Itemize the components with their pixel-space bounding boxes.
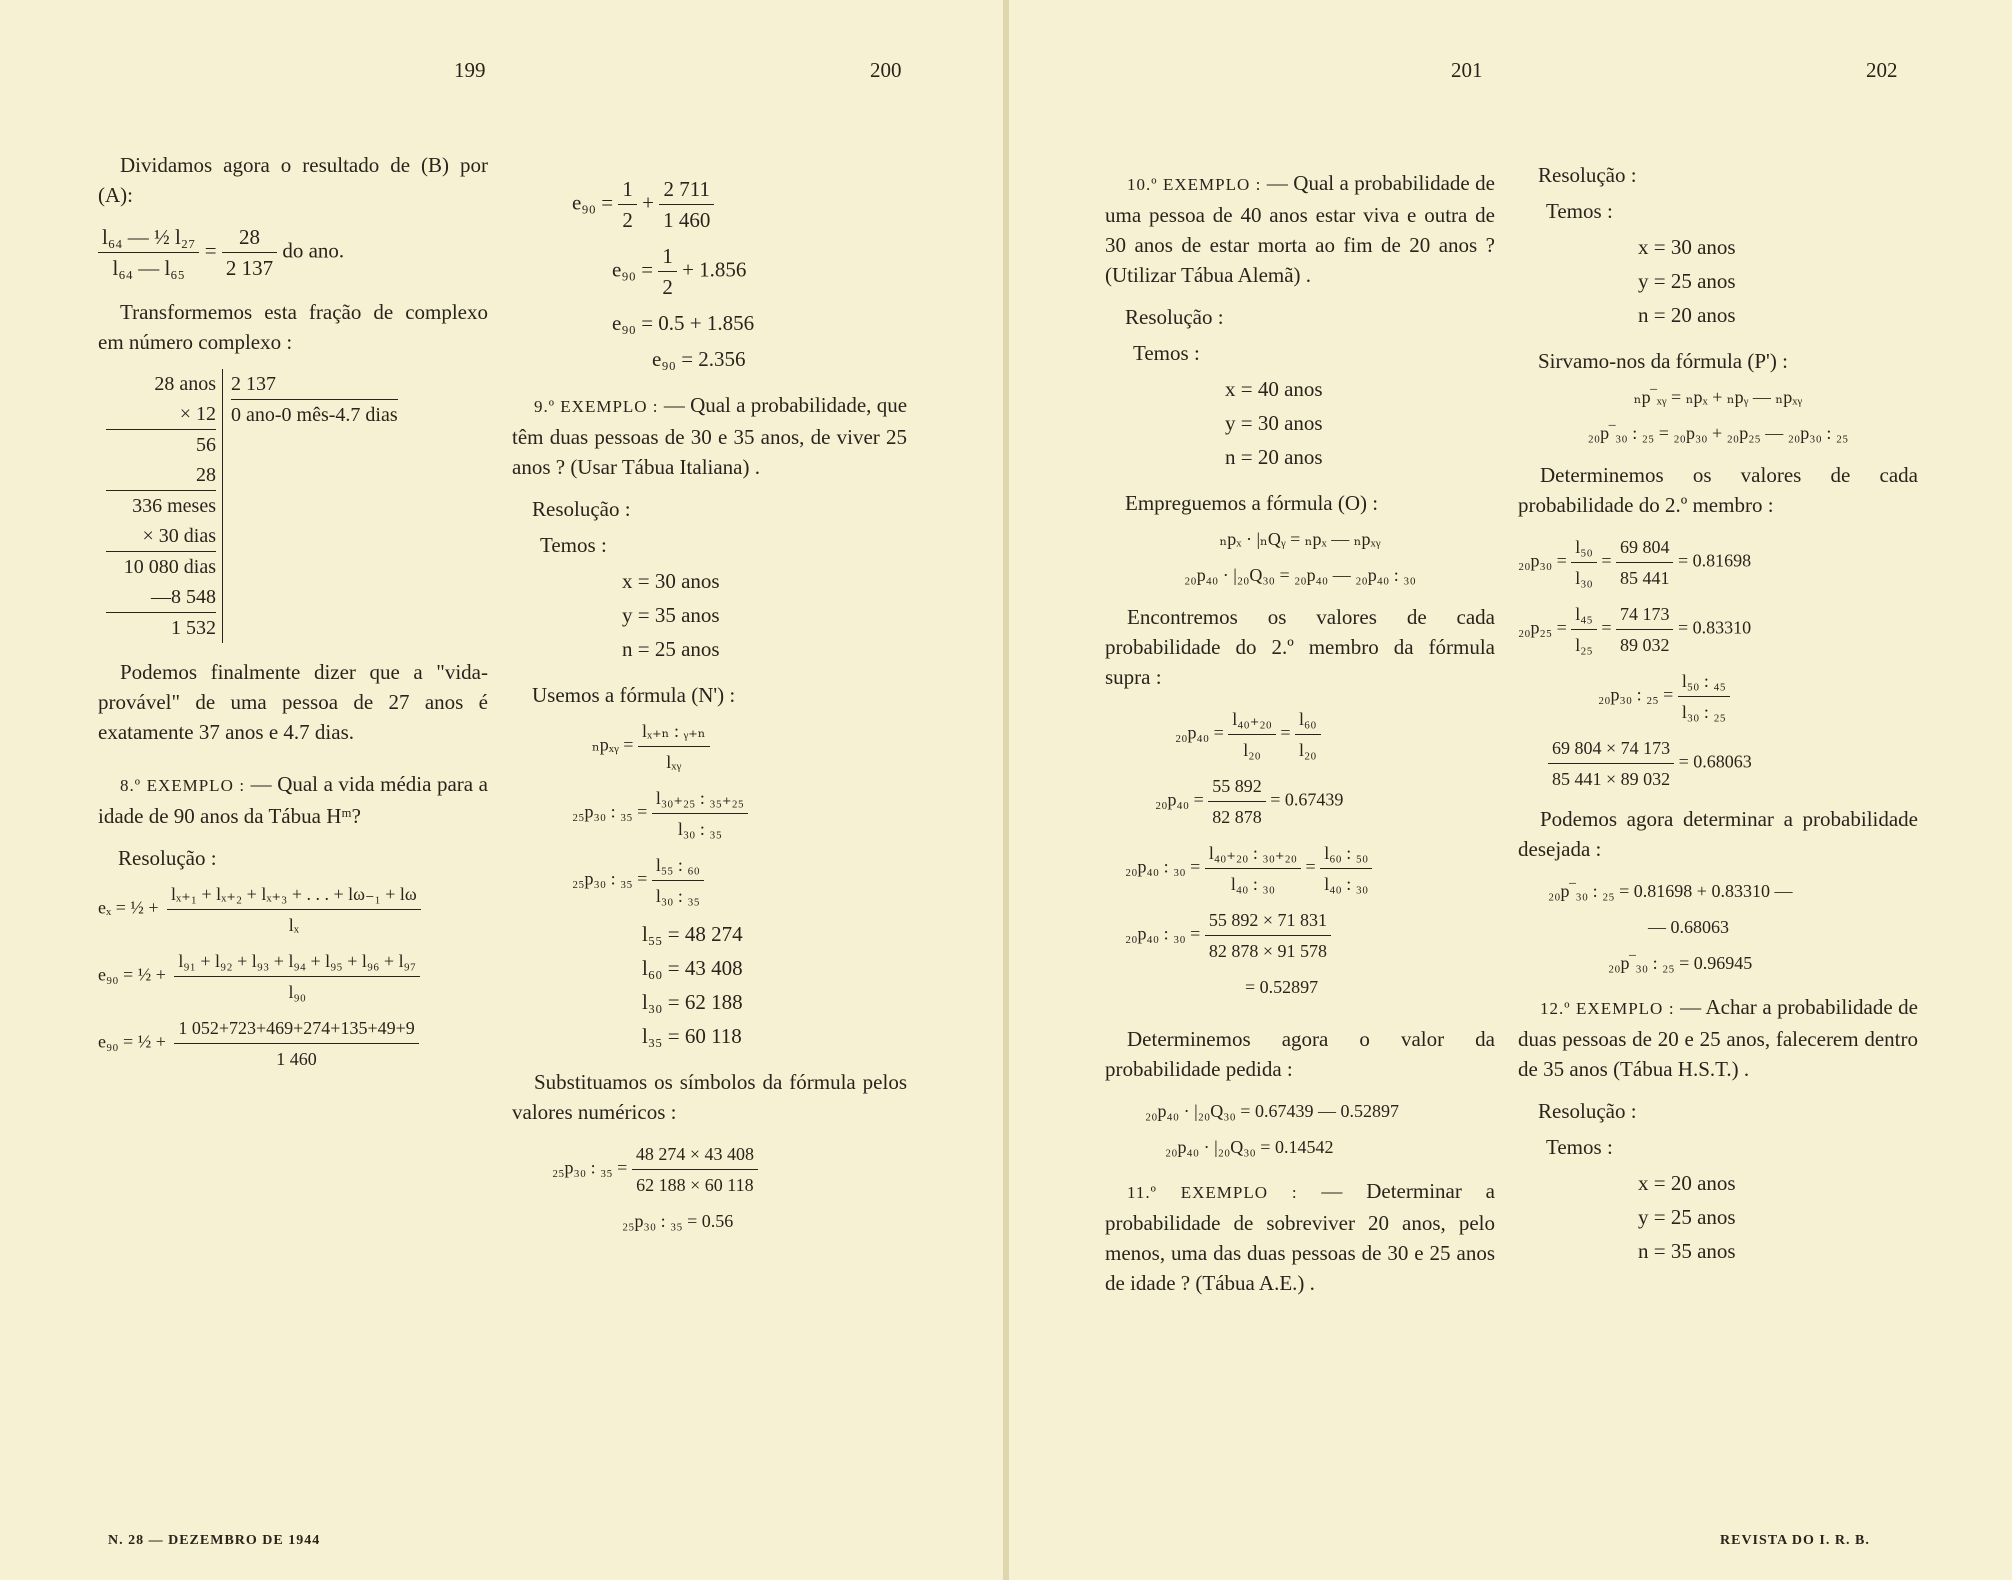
formula-lhs: ₂₀p₄₀ = [1175,722,1224,743]
example-label: 9.º EXEMPLO : [534,397,659,416]
variable-list [1638,230,1918,332]
paragraph: Determinemos agora o valor da probabilidade pedida : [1105,1027,1495,1081]
fraction-denominator: l₄₀ : ₃₀ [1324,874,1369,894]
fraction-denominator: 2 137 [225,256,274,280]
formula-line [592,716,907,777]
division-row: × 30 dias [142,525,216,547]
paragraph: Determinemos os valores de cada probabilidade do 2.º membro : [1518,463,1918,517]
formula-line: ₙp‾ₓᵧ = ₙpₓ + ₙpᵧ — ₙpₓᵧ [1633,387,1803,407]
fraction [1616,599,1674,660]
fraction-denominator: lₓᵧ [666,752,682,772]
formula-intro: Usemos a fórmula (N') : [532,683,736,707]
fraction-denominator: 2 [662,275,673,299]
fraction [659,174,714,235]
fraction [1571,599,1597,660]
column-page-201 [1105,168,1495,1310]
fraction [1548,733,1674,794]
fraction [167,879,421,940]
fraction-numerator: 69 804 × 74 173 [1548,733,1674,764]
fraction-denominator: 85 441 [1619,568,1670,588]
value-line: l₃₅ = 60 118 [642,1024,742,1048]
division-row: 56 [106,429,216,460]
temos-label: Temos : [1546,199,1613,223]
temos-label: Temos : [1546,1135,1613,1159]
paragraph: Podemos agora determinar a probabilidade desejada : [1518,807,1918,861]
formula-lhs: eₓ = ½ + [98,897,159,918]
example-label: 11.º EXEMPLO : [1127,1183,1298,1202]
fraction-denominator: 82 878 × 91 578 [1208,941,1327,961]
fraction-denominator: 62 188 × 60 118 [636,1175,754,1195]
division-work [106,369,223,643]
formula-block: $\frac{\text{l₆₄ — ½ l₂₇}}{\text{l₆₄ — l₆₅}}$ = $\frac{28}{2 137}$ do ano. [98,222,488,283]
fraction [618,174,637,235]
division-table [106,369,488,643]
temos-label: Temos : [540,533,607,557]
formula-line [98,879,488,940]
formula-result: = 0.83310 [1677,617,1752,638]
formula-rest: + 1.856 [682,257,747,282]
footer-right: REVISTA DO I. R. B. [1720,1533,1870,1548]
formula-line: ₂₀p₄₀ · |₂₀Q₃₀ = 0.67439 — 0.52897 [1145,1101,1399,1121]
formula-result: = 0.52897 [1245,977,1319,997]
formula-intro: Sirvamo-nos da fórmula (P') : [1538,349,1788,373]
fraction [658,241,677,302]
fraction-numerator: l₆₄ — ½ l₂₇ [98,222,199,253]
formula-lhs: ₂₀p₂₅ = [1518,617,1567,638]
variable-list [1225,372,1495,474]
fraction [98,222,199,283]
formula-lhs: ₙpₓᵧ = [592,734,634,755]
fraction-denominator: l₃₀ : ₃₅ [677,819,722,839]
formula-result: = 0.68063 [1678,751,1752,772]
variable-line: n = 25 anos [622,637,720,661]
fraction-denominator: l₂₀ [1299,740,1317,760]
resolution-label: Resolução : [1125,305,1224,329]
fraction-numerator: l₃₀₊₂₅ : ₃₅₊₂₅ [652,783,748,814]
fraction [632,1139,758,1200]
resolution-label: Resolução : [1538,163,1637,187]
fraction-numerator: l₅₀ [1571,532,1597,563]
example-heading [98,769,488,831]
formula-line: e₉₀ = $\frac{1}{2}$ + $\frac{2 711}{1 460}$ [572,174,907,235]
formula-line [1548,733,1918,794]
fraction-numerator: 69 804 [1616,532,1674,563]
formula-result: = 0.81698 [1677,550,1752,571]
paragraph: Transformemos esta fração de complexo em número complexo : [98,300,488,354]
formula-lhs: ₂₀p₄₀ : ₃₀ = [1125,923,1201,944]
fraction-numerator: 1 [658,241,677,272]
variable-line: n = 20 anos [1638,303,1736,327]
fraction [652,783,748,844]
division-row: × 12 [179,403,216,425]
value-list [642,917,907,1053]
division-row: 10 080 dias [106,551,216,582]
formula-intro: Empreguemos a fórmula (O) : [1125,491,1379,515]
example-text: — Qual a vida média para a idade de 90 anos da Tábua Hᵐ? [98,772,488,828]
example-heading [1105,1176,1495,1298]
formula-line [572,783,907,844]
fraction-denominator: 89 032 [1619,635,1670,655]
page-number-199: 199 [454,58,486,82]
formula-line: ₙpₓ · |ₙQᵧ = ₙpₓ — ₙpₓᵧ [1219,529,1381,549]
resolution-label: Resolução : [532,497,631,521]
fraction [174,946,420,1007]
fraction [1678,666,1730,727]
fraction-denominator: l₂₅ [1575,635,1593,655]
formula-line: e₉₀ = 2.356 [652,347,746,371]
resolution-label: Resolução : [1538,1099,1637,1123]
formula-line [1155,771,1495,832]
variable-list [1638,1166,1918,1268]
paragraph: Encontremos os valores de cada probabilidade do 2.º membro da fórmula supra : [1105,605,1495,689]
fraction-denominator: 1 460 [276,1049,317,1069]
division-quotient: 0 ano-0 mês-4.7 dias [231,404,398,426]
fraction [638,716,710,777]
fraction [1320,838,1372,899]
paragraph: Podemos finalmente dizer que a "vida-provável" de uma pessoa de 27 anos é exatamente 37 anos e 4.7 dias. [98,660,488,744]
example-heading [1105,168,1495,290]
formula-line [1598,666,1918,727]
variable-line: y = 30 anos [1225,411,1323,435]
formula-line [1548,876,1918,906]
example-label: 10.º EXEMPLO : [1127,175,1262,194]
formula-lhs: ₂₀p‾₃₀ : ₂₅ [1548,881,1615,901]
division-row: 336 meses [106,490,216,521]
division-result [223,369,398,643]
value-line: l₃₀ = 62 188 [642,990,743,1014]
fraction-numerator: l₆₀ [1295,704,1321,735]
formula-lhs: ₂₀p₃₀ = [1518,550,1567,571]
fraction [1295,704,1321,765]
formula-line: ₂₀p₄₀ = $\frac{\text{l₄₀₊₂₀}}{\text{l₂₀}}$ = $\frac{\text{l₆₀}}{\text{l₂₀}}$ [1175,704,1495,765]
variable-line: x = 30 anos [1638,235,1736,259]
formula-line [1125,905,1495,966]
fraction-numerator: l₅₅ : ₆₀ [652,850,704,881]
formula-lhs: e₉₀ = [572,190,614,215]
example-heading [512,390,907,482]
formula-lhs: ₂₅p₃₀ : ₃₅ = [572,868,648,889]
variable-line: n = 20 anos [1225,445,1323,469]
fraction-numerator: l₆₀ : ₅₀ [1320,838,1372,869]
fraction-denominator: l₄₀ : ₃₀ [1230,874,1275,894]
fraction-numerator: 28 [222,222,277,253]
fraction-denominator: l₆₄ — l₆₅ [112,256,185,280]
formula-lhs: ₂₀p₄₀ = [1155,789,1204,810]
variable-line: x = 20 anos [1638,1171,1736,1195]
fraction [174,1013,418,1074]
formula-suffix: do ano. [282,238,345,263]
division-divisor: 2 137 [231,369,398,400]
fraction [1616,532,1674,593]
division-row: —8 548 [151,586,216,608]
fraction-numerator: l₅₀ : ₄₅ [1678,666,1730,697]
formula-line: ₂₀p₄₀ · |₂₀Q₃₀ = ₂₀p₄₀ — ₂₀p₄₀ : ₃₀ [1184,565,1416,585]
fraction-numerator: 2 711 [659,174,714,205]
fraction-numerator: 1 [618,174,637,205]
formula-lhs: e₉₀ = ½ + [98,964,166,985]
formula-line [612,241,907,302]
fraction-numerator: l₉₁ + l₉₂ + l₉₃ + l₉₄ + l₉₅ + l₉₆ + l₉₇ [174,946,420,977]
fraction-denominator: 1 460 [663,208,711,232]
variable-line: y = 35 anos [622,603,720,627]
fraction-denominator: 82 878 [1212,807,1262,827]
fraction-numerator: l₄₀₊₂₀ [1228,704,1276,735]
formula-line [572,850,907,911]
column-page-200 [512,168,907,1242]
page-number-201: 201 [1451,58,1483,82]
fraction-denominator: l₃₀ : ₃₅ [655,886,700,906]
fraction-numerator: 1 052+723+469+274+135+49+9 [174,1013,418,1044]
formula-lhs: ₂₅p₃₀ : ₃₅ = [552,1157,628,1178]
formula-lhs: ₂₅p₃₀ : ₃₅ = [572,801,648,822]
formula-lhs: e₉₀ = [612,257,654,282]
column-page-202 [1518,160,1918,1282]
formula-lhs: ₂₀p₄₀ : ₃₀ = [1125,856,1201,877]
variable-line: y = 25 anos [1638,1205,1736,1229]
example-label: 8.º EXEMPLO : [120,776,246,795]
example-text: — Achar a probabilidade de duas pessoas de 20 e 25 anos, falecerem dentro de 35 anos (Tábua H.S.T.) . [1518,995,1918,1081]
fraction-numerator: 48 274 × 43 408 [632,1139,758,1170]
formula-line: ₂₅p₃₀ : ₃₅ = 0.56 [622,1211,734,1231]
division-row: 1 532 [106,612,216,643]
formula-lhs: ₂₀p₃₀ : ₂₅ = [1598,684,1674,705]
fraction-numerator: l₄₀₊₂₀ : ₃₀₊₂₀ [1205,838,1301,869]
paragraph: Dividamos agora o resultado de (B) por (A): [98,153,488,207]
variable-list [622,564,907,666]
fraction-denominator: 85 441 × 89 032 [1552,769,1671,789]
formula-line: ₂₀p₄₀ · |₂₀Q₃₀ = 0.14542 [1165,1137,1334,1157]
fraction-numerator: lₓ₊₁ + lₓ₊₂ + lₓ₊₃ + . . . + lω₋₁ + lω [167,879,421,910]
example-text: — Determinar a probabilidade de sobreviver 20 anos, pelo menos, uma das duas pessoas de 30 e 25 anos de idade ? (Tábua A.E.) . [1105,1179,1496,1295]
variable-line: x = 30 anos [622,569,720,593]
formula-line: ₂₀p₂₅ = $\frac{\text{l₄₅}}{\text{l₂₅}}$ = $\frac{74 173}{89 032}$ = 0.83310 [1518,599,1918,660]
fraction [1228,704,1276,765]
fraction-numerator: l₄₅ [1571,599,1597,630]
fraction-numerator: 55 892 × 71 831 [1205,905,1331,936]
value-line: l₆₀ = 43 408 [642,956,743,980]
formula-line: ₂₀p‾₃₀ : ₂₅ = ₂₀p₃₀ + ₂₀p₂₅ — ₂₀p₃₀ : ₂₅ [1587,423,1849,443]
division-row: 28 anos [154,373,216,395]
footer-left: N. 28 — DEZEMBRO DE 1944 [108,1533,321,1548]
temos-label: Temos : [1133,341,1200,365]
fraction [1571,532,1597,593]
fraction-denominator: l₃₀ [1575,568,1593,588]
example-label: 12.º EXEMPLO : [1540,999,1675,1018]
formula-line: ₂₀p₄₀ : ₃₀ = $\frac{\text{l₄₀₊₂₀ : ₃₀₊₂₀}}{\text{l₄₀ : ₃₀}}$ = $\frac{\text{l₆₀ : ₅₀}}{\text{l₄₀ : ₃₀}}$ [1125,838,1495,899]
formula-line [98,946,488,1007]
example-text: — Qual a probabilidade de uma pessoa de 40 anos estar viva e outra de 30 anos de estar morta ao fim de 20 anos ? (Utilizar Tábua Alemã) . [1105,171,1496,287]
paragraph: Substituamos os símbolos da fórmula pelos valores numéricos : [512,1070,907,1124]
fraction [1205,838,1301,899]
resolution-label: Resolução : [118,846,217,870]
fraction [1205,905,1331,966]
fraction [1208,771,1266,832]
formula-line: ₂₀p₃₀ = $\frac{\text{l₅₀}}{\text{l₃₀}}$ = $\frac{69 804}{85 441}$ = 0.81698 [1518,532,1918,593]
fraction [652,850,704,911]
division-row: 28 [196,464,216,486]
formula-line: e₉₀ = 0.5 + 1.856 [612,311,755,335]
fraction-denominator: 2 [622,208,633,232]
formula-line [98,1013,488,1074]
fraction-denominator: lₓ [288,915,299,935]
variable-line: x = 40 anos [1225,377,1323,401]
value-line: l₅₅ = 48 274 [642,922,743,946]
formula-lhs: e₉₀ = ½ + [98,1031,166,1052]
formula-line: ₂₀p‾₃₀ : ₂₅ = 0.96945 [1608,953,1753,973]
fraction [222,222,277,283]
page-number-200: 200 [870,58,902,82]
formula-result: = 0.67439 [1270,789,1344,810]
formula-rhs: = 0.81698 + 0.83310 — [1619,881,1793,901]
variable-line: n = 35 anos [1638,1239,1736,1263]
formula-line: — 0.68063 [1648,917,1729,937]
fraction-denominator: l₃₀ : ₂₅ [1681,702,1726,722]
fraction-numerator: 55 892 [1208,771,1266,802]
column-page-199 [98,150,488,1080]
example-text: — Qual a probabilidade, que têm duas pessoas de 30 e 35 anos, de viver 25 anos ? (Usar Tábua Italiana) . [512,393,908,479]
variable-line: y = 25 anos [1638,269,1736,293]
page-number-202: 202 [1866,58,1898,82]
example-heading [1518,992,1918,1084]
fraction-numerator: lₓ₊ₙ : ᵧ₊ₙ [638,716,710,747]
formula-line [552,1139,907,1200]
fraction-denominator: l₉₀ [288,982,307,1002]
fraction-numerator: 74 173 [1616,599,1674,630]
fraction-denominator: l₂₀ [1243,740,1261,760]
